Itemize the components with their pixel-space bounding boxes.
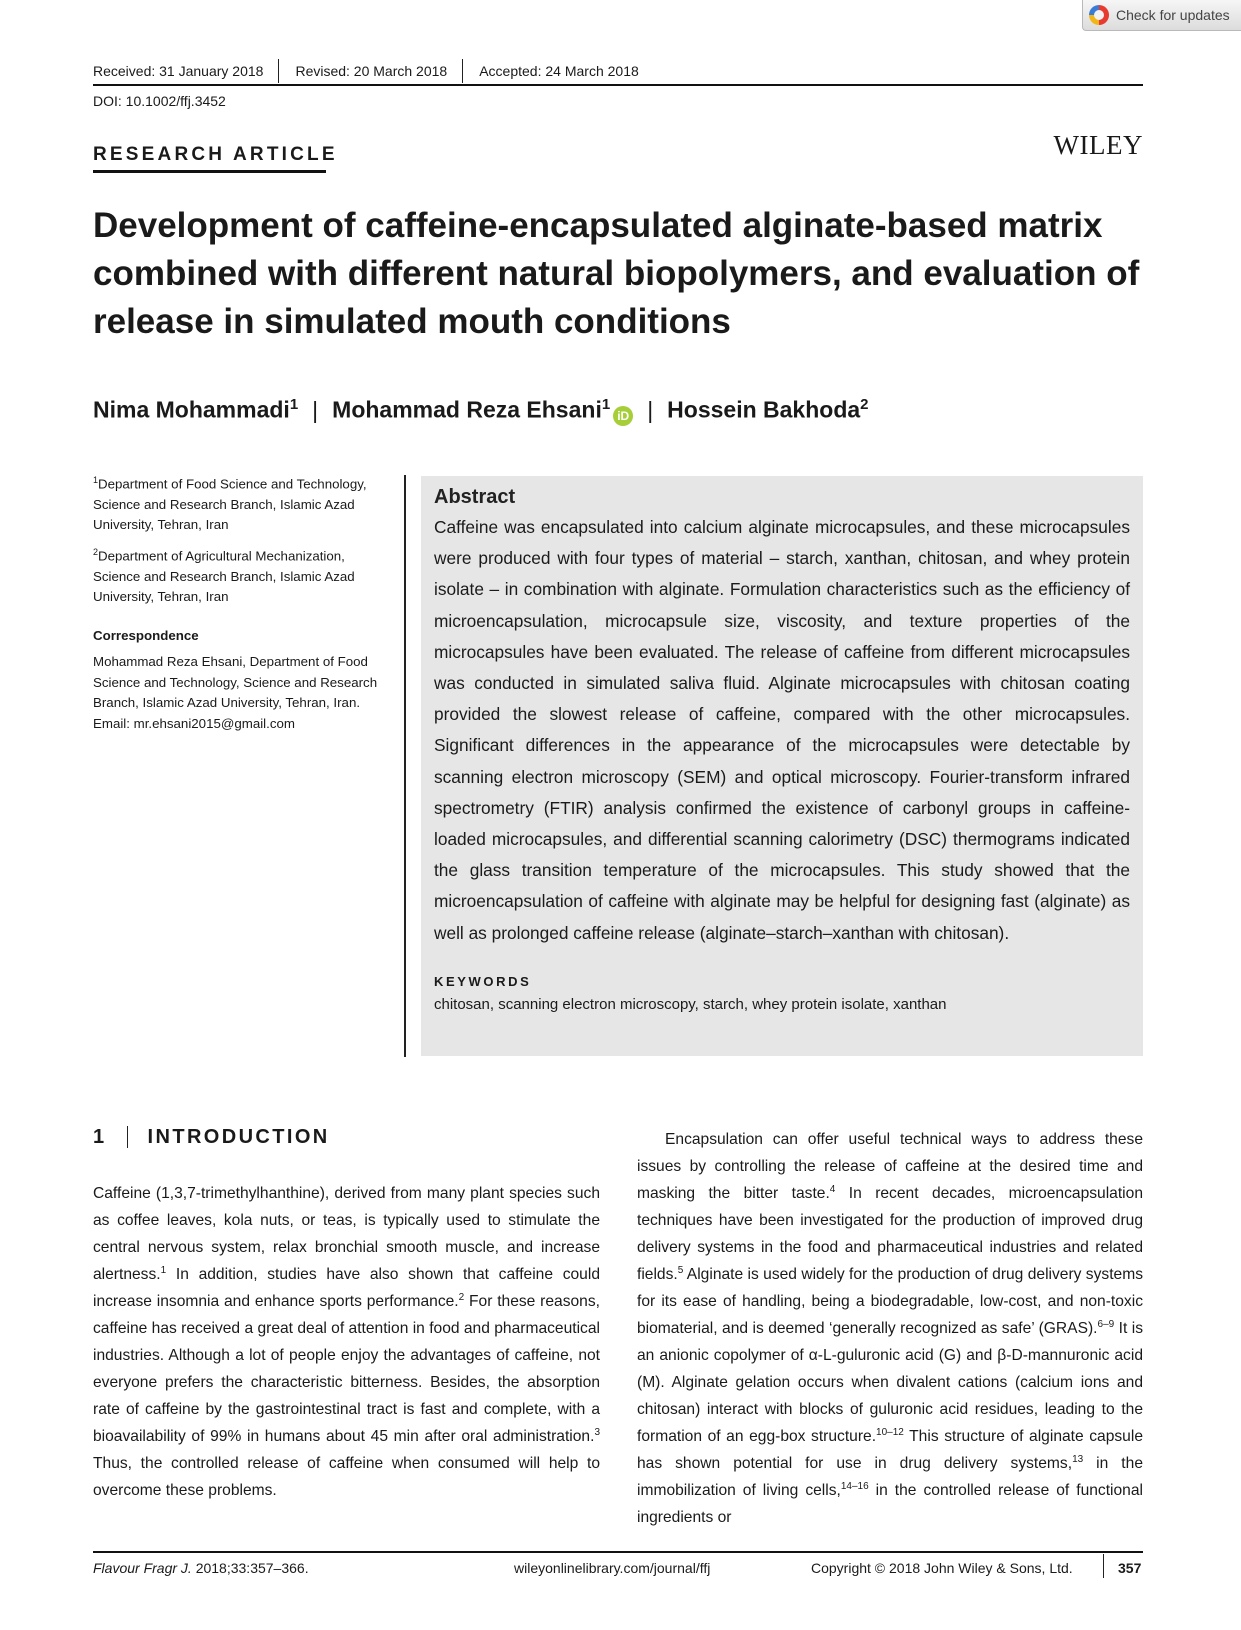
citation-ref[interactable]: 3 [594,1426,600,1438]
received-date: Received: 31 January 2018 [93,63,264,79]
abstract-box [421,476,1143,1056]
author-list [93,390,869,426]
body-text: Encapsulation can offer useful technical ways to address these issues by controlling the release of caffeine at the desired time and masking the bitter taste. [637,1131,1143,1202]
author-affiliation-mark: 1 [289,396,299,413]
citation-ref[interactable]: 14–16 [840,1480,869,1492]
page-number: 357 [1118,1560,1142,1576]
citation-ref[interactable]: 10–12 [876,1426,904,1438]
copyright: Copyright © 2018 John Wiley & Sons, Ltd. [811,1560,1073,1576]
journal-name: Flavour Fragr J. [93,1560,192,1576]
body-text: in the immobilization of living cells, [637,1455,1143,1499]
affiliations-panel [93,470,383,734]
citation-ref[interactable]: 6–9 [1097,1318,1115,1330]
body-text: Alginate is used widely for the production of drug delivery systems for its ease of handling, being a biodegradable, low-cost, and non-toxic biomaterial, and is deemed ‘generally recognized as safe’ (GRAS). [637,1266,1143,1337]
footer-divider [1103,1554,1104,1578]
author-name: Nima Mohammadi [93,396,290,423]
author-affiliation-mark: 2 [860,396,869,413]
journal-citation [93,1558,309,1578]
publisher-logo: WILEY [1053,130,1143,160]
affiliation-text: Department of Agricultural Mechanization, Science and Research Branch, Islamic Azad University, Tehran, Iran [93,548,355,605]
body-column-right [637,1126,1143,1531]
body-text: This structure of alginate capsule has shown potential for use in drug delivery systems, [637,1428,1143,1472]
affiliation-number: 1 [93,475,99,485]
body-text: In recent decades, microencapsulation techniques have been investigated for the production of improved drug delivery systems in the food and pharmaceutical industries and related fields. [637,1185,1143,1283]
section-heading [93,1124,330,1150]
crossmark-icon [1089,5,1109,25]
date-divider [278,59,279,83]
article-dates [93,60,654,83]
correspondence-heading: Correspondence [93,627,199,643]
author-name: Mohammad Reza Ehsani [332,396,602,423]
correspondence-text [93,652,383,734]
check-for-updates-badge[interactable] [1082,0,1241,31]
correspondence-address: Mohammad Reza Ehsani, Department of Food Science and Technology, Science and Research Branch, Islamic Azad University, Tehran, Iran. [93,654,378,711]
date-divider [462,59,463,83]
affiliation [93,470,383,536]
section-title: INTRODUCTION [147,1126,330,1148]
affiliation-number: 2 [93,546,99,557]
affiliation-text: Department of Food Science and Technology, Science and Research Branch, Islamic Azad University, Tehran, Iran [93,476,367,533]
footer-rule [93,1551,1143,1553]
keywords: chitosan, scanning electron microscopy, starch, whey protein isolate, xanthan [434,995,947,1013]
revised-date: Revised: 20 March 2018 [295,63,448,79]
author-affiliation-mark: 1 [601,396,611,413]
body-column-left [93,1180,600,1504]
section-number: 1 [93,1126,107,1148]
body-paragraph [637,1126,1143,1531]
citation-ref[interactable]: 5 [677,1264,684,1276]
citation-ref[interactable]: 2 [458,1291,465,1303]
orcid-icon[interactable]: iD [613,406,633,426]
accepted-date: Accepted: 24 March 2018 [479,63,639,79]
author-divider: | [312,396,319,423]
article-type: RESEARCH ARTICLE [93,144,338,165]
affiliation [93,542,383,608]
abstract-side-rule [404,475,406,1057]
citation-ref[interactable]: 1 [160,1264,167,1276]
check-for-updates-label: Check for updates [1116,7,1230,23]
header-rule [93,84,1143,86]
doi[interactable]: DOI: 10.1002/ffj.3452 [93,93,226,109]
body-text: Thus, the controlled release of caffeine when consumed will help to overcome these problems. [93,1455,600,1499]
article-type-rule [93,170,326,173]
body-text: in the controlled release of functional ingredients or [637,1482,1143,1526]
abstract-heading: Abstract [434,486,516,508]
article-title: Development of caffeine-encapsulated alginate-based matrix combined with different natural biopolymers, and evaluation of release in simulated mouth conditions [93,206,1140,341]
body-text: It is an anionic copolymer of α-L-guluronic acid (G) and β-D-mannuronic acid (M). Alginate gelation occurs when divalent cations (calcium ions and chitosan) interact with blocks of guluronic acid residues, leading to the formation of an egg-box structure. [637,1320,1144,1445]
citation-ref[interactable]: 13 [1072,1453,1084,1465]
body-text: Caffeine (1,3,7-trimethylhanthine), derived from many plant species such as coffee leaves, kola nuts, or teas, is typically used to stimulate the central nervous system, relax bronchial smooth muscle, and increase alertness. [93,1185,600,1283]
journal-url[interactable]: wileyonlinelibrary.com/journal/ffj [514,1560,711,1576]
abstract-body: Caffeine was encapsulated into calcium alginate microcapsules, and these microcapsules were produced with four types of material – starch, xanthan, chitosan, and whey protein isolate – in combination with alginate. Formulation characteristics such as the efficiency of microencapsulation, microcapsule size, viscosity, and texture properties of the microcapsules have been evaluated. The release of caffeine from different microcapsules was conducted in simulated saliva fluid. Alginate microcapsules with chitosan coating provided the slowest release of caffeine, compared with the other microcapsules. Significant differences in the appearance of the microcapsules were detectable by scanning electron microscopy (SEM) and optical microscopy. Fourier-transform infrared spectrometry (FTIR) analysis confirmed the existence of carbonyl groups in caffeine-loaded microcapsules, and differential scanning calorimetry (DSC) thermograms indicated the glass transition temperature of the microcapsules. This study showed that the microencapsulation of caffeine with alginate may be helpful for designing fast (alginate) as well as prolonged caffeine release (alginate–starch–xanthan with chitosan). [434,517,1130,943]
author-divider: | [647,396,654,423]
body-text: In addition, studies have also shown that caffeine could increase insomnia and enhance sports performance. [93,1266,600,1310]
body-text: For these reasons, caffeine has received a great deal of attention in food and pharmaceutical industries. Although a lot of people enjoy the advantages of caffeine, not everyone prefers the characteristic bitterness. Besides, the absorption rate of caffeine by the gastrointestinal tract is fast and complete, with a bioavailability of 99% in humans about 45 min after oral administration. [93,1293,600,1445]
section-heading-divider [127,1126,128,1148]
keywords-heading: KEYWORDS [434,973,532,989]
citation-details: 2018;33:357–366. [191,1560,309,1576]
body-paragraph [93,1180,600,1504]
correspondence-email[interactable]: Email: mr.ehsani2015@gmail.com [93,715,295,731]
author-name: Hossein Bakhoda [667,396,861,423]
citation-ref[interactable]: 4 [829,1183,836,1195]
